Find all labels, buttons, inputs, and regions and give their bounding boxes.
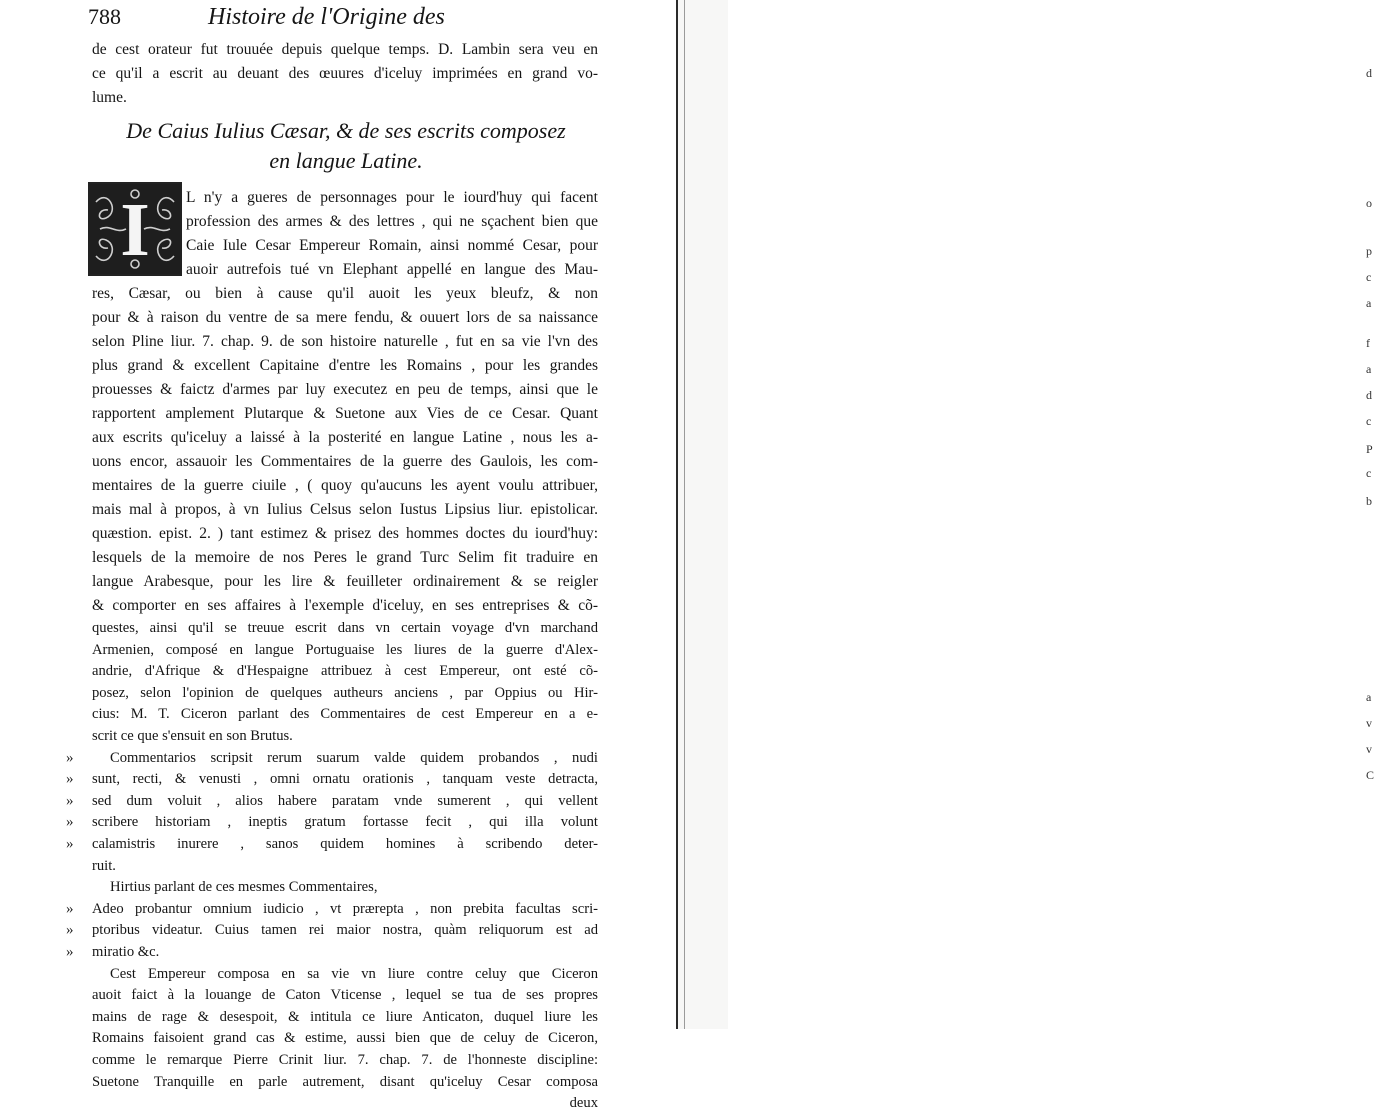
body-line: prouesses & faictz d'armes par luy executez en peu de temps, ainsi que le — [92, 381, 598, 398]
adjacent-page-mark: d — [1366, 66, 1372, 80]
body-line: mais mal à propos, à vn Iulius Celsus selon Iustus Lipsius liur. epistolicar. — [92, 501, 598, 518]
adjacent-page-mark: f — [1366, 336, 1370, 350]
decorated-initial — [88, 182, 182, 276]
body-line: auoir autrefois tué vn Elephant appellé en langue des Mau- — [186, 261, 598, 278]
body-line: & comporter en ses affaires à l'exemple d'iceluy, en ses entreprises & cõ- — [92, 597, 598, 614]
quotation-margin-mark: » — [66, 771, 74, 788]
quotation-margin-mark: » — [66, 836, 74, 852]
body-line: uons encor, assauoir les Commentaires de la guerre des Gaulois, les com- — [92, 453, 598, 470]
body-line: mentaires de la guerre ciuile , ( quoy qu'aucuns les ayent voulu attribuer, — [92, 477, 598, 494]
body-line: selon Pline liur. 7. chap. 9. de son histoire naturelle , fut en sa vie l'vn des — [92, 333, 598, 350]
adjacent-page-mark: b — [1366, 494, 1372, 508]
adjacent-page-mark: d — [1366, 388, 1372, 402]
quotation-margin-mark: » — [66, 792, 74, 809]
final-paragraph-line: auoit faict à la louange de Caton Vticense , lequel se tua de ses propres — [92, 987, 598, 1004]
final-paragraph-line: mains de rage & desespoit, & intitula ce liure Anticaton, duquel liure les — [92, 1008, 598, 1025]
latin-quote-line: Commentarios scripsit rerum suarum valde quidem probandos , nudi — [110, 749, 598, 766]
section-heading-line-2: en langue Latine. — [269, 148, 423, 173]
body-line: cius: M. T. Ciceron parlant des Commentaires de cest Empereur en a e- — [92, 706, 598, 723]
intro-line: lume. — [92, 89, 127, 106]
body-line: lesquels de la memoire de nos Peres le grand Turc Selim fit traduire en — [92, 549, 598, 566]
adjacent-page-mark: o — [1366, 196, 1372, 210]
body-line: Caie Iule Cesar Empereur Romain, ainsi nommé Cesar, pour — [186, 237, 598, 254]
page-gutter — [676, 0, 678, 1029]
adjacent-page-mark: C — [1366, 768, 1374, 782]
body-line: aux escrits qu'iceluy a laissé à la posterité en langue Latine , nous les a- — [92, 429, 598, 446]
hirtius-intro-line: Hirtius parlant de ces mesmes Commentaires, — [110, 879, 378, 896]
body-line: pour & à raison du ventre de sa mere fendu, & ouuert lors de sa naissance — [92, 309, 598, 326]
body-line: posez, selon l'opinion de quelques autheurs anciens , par Oppius ou Hir- — [92, 684, 598, 701]
adjacent-page-mark: a — [1366, 296, 1372, 310]
final-paragraph-line: Romains faisoient grand cas & estime, aussi bien que de celuy de Ciceron, — [92, 1030, 598, 1047]
adjacent-page-mark: v — [1366, 742, 1372, 756]
final-paragraph-line: Cest Empereur composa en sa vie vn liure contre celuy que Ciceron — [110, 965, 598, 982]
adjacent-page-mark: c — [1366, 466, 1372, 480]
body-line: questes, ainsi qu'il se treuue escrit dans vn certain voyage d'vn marchand — [92, 620, 598, 636]
latin-quote-line: calamistris inurere , sanos quidem homines à scribendo deter- — [92, 836, 598, 852]
adjacent-page-mark: p — [1366, 244, 1372, 258]
adjacent-page-mark: c — [1366, 270, 1372, 284]
body-line: res, Cæsar, ou bien à cause qu'il auoit les yeux bleufz, & non — [92, 285, 598, 302]
intro-line: de cest orateur fut trouuée depuis quelque temps. D. Lambin sera veu en — [92, 41, 598, 58]
latin-quote-line: Adeo probantur omnium iudicio , vt prærepta , non prebita facultas scri- — [92, 900, 598, 917]
adjacent-page-mark: v — [1366, 716, 1372, 730]
section-heading-line-1: De Caius Iulius Cæsar, & de ses escrits composez — [126, 118, 566, 143]
page-number: 788 — [88, 4, 121, 29]
latin-quote-line: miratio &c. — [92, 944, 160, 960]
latin-quote-line: scribere historiam , ineptis gratum fortasse fecit , qui illa volunt — [92, 814, 598, 831]
running-title: Histoire de l'Origine des — [208, 4, 445, 30]
quotation-margin-mark: » — [66, 814, 74, 831]
latin-quote-line: ruit. — [92, 857, 116, 874]
final-paragraph-line: Suetone Tranquille en parle autrement, disant qu'iceluy Cesar composa — [92, 1073, 598, 1090]
quotation-margin-mark: » — [66, 922, 74, 939]
latin-quote-line: sed dum voluit , alios habere paratam vnde sumerent , qui vellent — [92, 792, 598, 809]
body-line: profession des armes & des lettres , qui ne sçachent bien que — [186, 213, 598, 230]
page-gutter-shadow — [684, 0, 685, 1029]
body-line: quæstion. epist. 2. ) tant estimez & prisez des hommes doctes du iourd'huy: — [92, 525, 598, 542]
intro-line: ce qu'il a escrit au deuant des œuures d'iceluy imprimées en grand vo- — [92, 65, 598, 82]
latin-quote-line: sunt, recti, & venusti , omni ornatu orationis , tanquam veste detracta, — [92, 771, 598, 788]
body-line: L n'y a gueres de personnages pour le iourd'huy qui facent — [186, 189, 598, 206]
body-line: andrie, d'Afrique & d'Hespaigne attribuez à cest Empereur, ont esté cõ- — [92, 663, 598, 680]
running-header — [88, 4, 648, 36]
body-line: plus grand & excellent Capitaine d'entre les Romains , pour les grandes — [92, 357, 598, 374]
quotation-margin-mark: » — [66, 944, 74, 960]
adjacent-page-mark: a — [1366, 690, 1372, 704]
adjacent-page-mark: c — [1366, 414, 1372, 428]
body-line: scrit ce que s'ensuit en son Brutus. — [92, 728, 293, 744]
adjacent-page-mark: P — [1366, 442, 1373, 456]
quotation-margin-mark: » — [66, 749, 74, 766]
quotation-margin-mark: » — [66, 900, 74, 917]
body-line: Armenien, composé en langue Portuguaise les liures de la guerre d'Alex- — [92, 641, 598, 658]
body-line: rapportent amplement Plutarque & Suetone aux Vies de ce Cesar. Quant — [92, 405, 598, 422]
body-line: langue Arabesque, pour les lire & feuilleter ordinairement & se reigler — [92, 573, 598, 590]
catchword: deux — [569, 1095, 598, 1112]
final-paragraph-line: comme le remarque Pierre Crinit liur. 7. chap. 7. de l'honneste discipline: — [92, 1052, 598, 1068]
drop-cap-letter: I — [120, 188, 150, 272]
latin-quote-line: ptoribus videatur. Cuius tamen rei maior nostra, quàm reliquorum est ad — [92, 922, 598, 939]
adjacent-page-mark: a — [1366, 362, 1372, 376]
